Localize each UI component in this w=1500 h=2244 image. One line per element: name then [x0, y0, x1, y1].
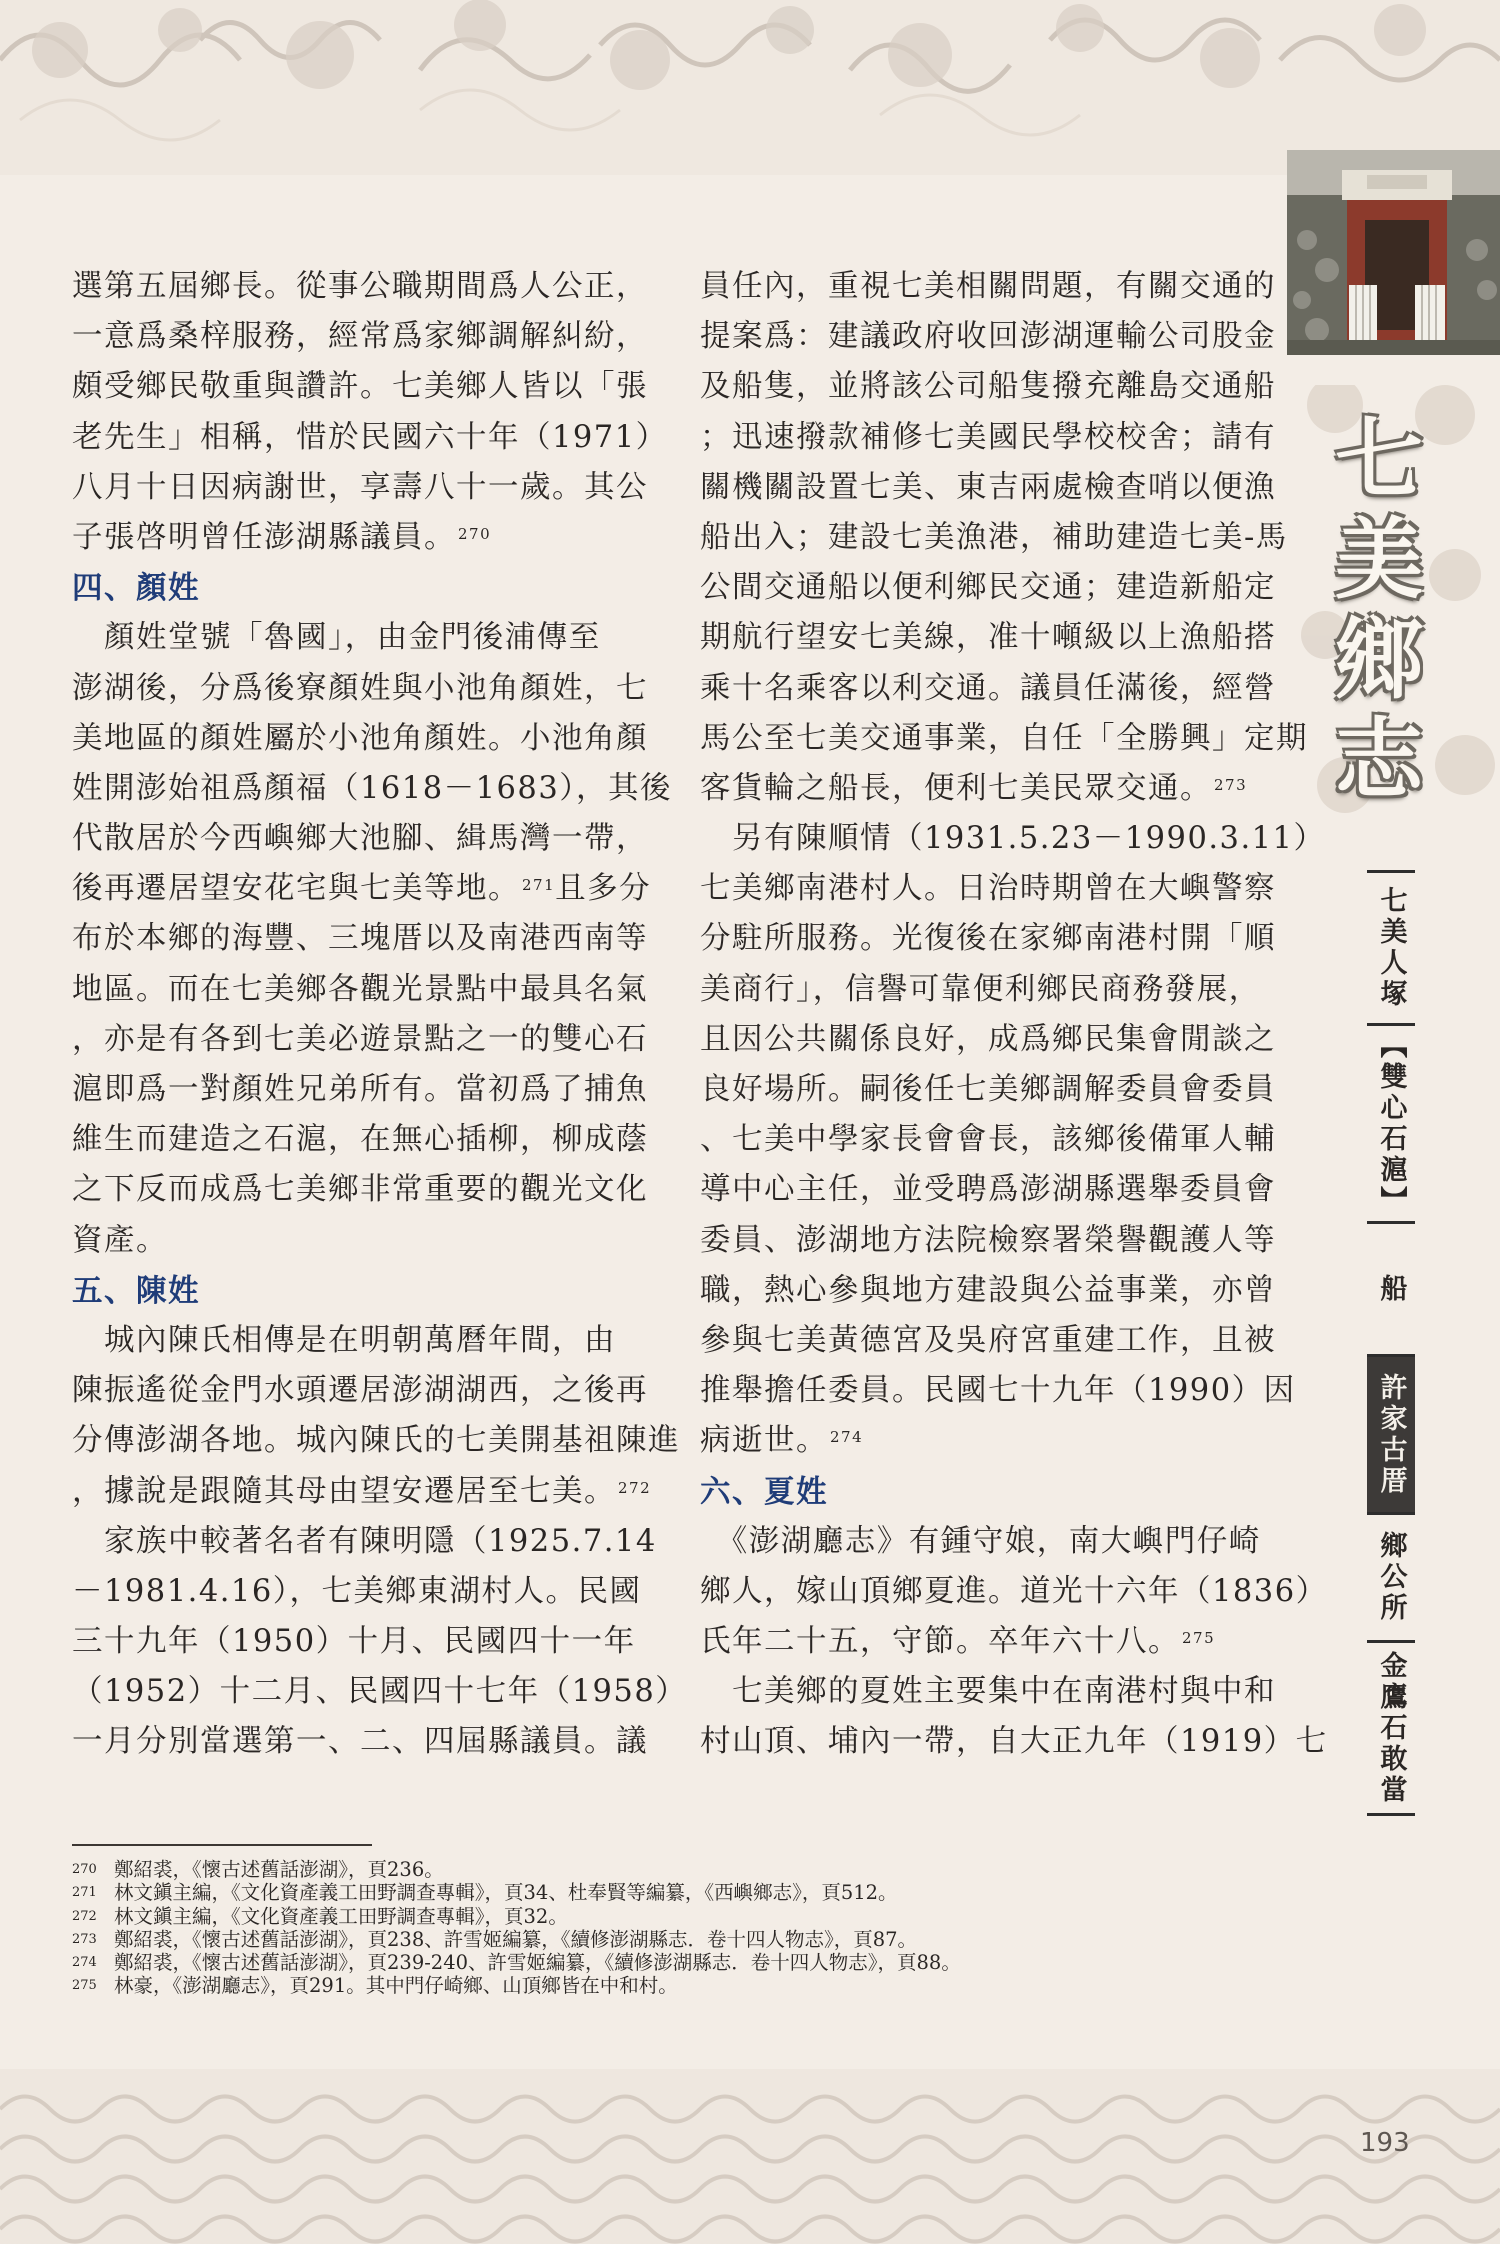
footnote	[72, 1881, 961, 1904]
text-line: 公間交通船以便利鄉民交通；建造新船定	[700, 570, 1276, 606]
footnotes	[72, 1858, 961, 1998]
chapter-tabs	[1367, 870, 1415, 1816]
footnote-text: 鄭紹裘，《懷古述舊話澎湖》，頁236。	[114, 1858, 444, 1881]
tab-xujia-guacuo[interactable]	[1367, 1354, 1415, 1512]
temple-gate-photo	[1287, 150, 1500, 355]
text-span: 子張啓明曾任澎湖縣議員。	[72, 519, 456, 555]
footnote-text: 林文鎭主編，《文化資產義工田野調查專輯》，頁32。	[114, 1904, 568, 1928]
text-line	[700, 764, 1260, 814]
text-line: 布於本鄉的海豐、三塊厝以及南港西南等	[72, 921, 648, 957]
footnote-ref: 274	[830, 1428, 864, 1447]
footnote	[72, 1858, 961, 1881]
tab-label: 許家古厝	[1375, 1372, 1407, 1497]
text-line: 村山頂、埔內一帶，自大正九年（1919）七	[700, 1724, 1328, 1760]
title-char-3: 鄉	[1335, 607, 1424, 711]
text-line: 老先生」相稱，惜於民國六十年（1971）	[72, 419, 668, 455]
text-line: 《澎湖廳志》有鍾守娘，南大嶼門仔崎	[700, 1523, 1261, 1559]
text-line: 且因公共關係良好，成爲鄉民集會閒談之	[700, 1021, 1276, 1057]
tab-label: 鄉公所	[1375, 1531, 1407, 1624]
footnote	[72, 1951, 961, 1974]
text-line: 七美鄉的夏姓主要集中在南港村與中和	[700, 1674, 1276, 1710]
text-line: 美地區的顏姓屬於小池角顏姓。小池角顏	[72, 720, 648, 756]
text-line: 顏姓堂號「魯國」，由金門後浦傳至	[72, 620, 601, 656]
title-char-4: 志	[1335, 707, 1424, 811]
text-line: 參與七美黃德宮及吳府宮重建工作，且被	[700, 1322, 1276, 1358]
text-span: ，據說是跟隨其母由望安遷居至七美。	[72, 1473, 616, 1509]
footnote-number: 271	[72, 1885, 97, 1901]
text-line: 頗受鄉民敬重與讚許。七美鄉人皆以「張	[72, 369, 648, 405]
text-line: 職，熱心參與地方建設與公益事業，亦曾	[700, 1272, 1276, 1308]
footnote-ref: 273	[1214, 775, 1248, 794]
text-line: 鄉人，嫁山頂鄉夏進。道光十六年（1836）	[700, 1573, 1328, 1609]
tab-label: 【雙心石滬】	[1375, 1030, 1407, 1217]
text-line	[700, 1416, 1260, 1466]
text-line	[72, 1467, 652, 1517]
text-line: 維生而建造之石滬，在無心插柳，柳成蔭	[72, 1122, 648, 1158]
top-cloud-border	[0, 0, 1500, 175]
text-line: 馬公至七美交通事業，自任「全勝興」定期	[700, 720, 1308, 756]
footnote-number: 270	[72, 1862, 97, 1877]
text-line: 期航行望安七美線，准十噸級以上漁船搭	[700, 620, 1276, 656]
footnote-divider	[72, 1844, 372, 1846]
text-line: 良好場所。嗣後任七美鄉調解委員會委員	[700, 1072, 1276, 1107]
footnote-text: 林豪，《澎湖廳志》，頁291。其中門仔崎鄉、山頂鄉皆在中和村。	[114, 1974, 678, 1998]
left-column	[72, 262, 688, 1768]
tab-label: 七美人塚	[1375, 886, 1407, 1010]
footnote-text: 林文鎭主編，《文化資產義工田野調查專輯》，頁34、杜奉賢等編纂，《西嶼鄉志》，頁512。	[114, 1881, 898, 1905]
text-line	[700, 1617, 1260, 1667]
tab-qimei-renzhong[interactable]	[1367, 870, 1415, 1023]
footnote-text: 鄭紹裘，《懷古述舊話澎湖》，頁239-240、許雪姬編纂，《續修澎湖縣志．卷十四人物志》，頁88。	[114, 1951, 961, 1975]
title-char-2: 美	[1335, 507, 1424, 611]
footnote	[72, 1928, 961, 1951]
text-line: 代散居於今西嶼鄉大池腳、緝馬灣一帶，	[72, 821, 648, 857]
text-line: 委員、澎湖地方法院檢察署榮譽觀護人等	[700, 1222, 1276, 1258]
text-line	[72, 513, 632, 563]
text-line: 姓開澎始祖爲顏福（1618－1683），其後	[72, 770, 672, 806]
tab-shuangxin-shihu[interactable]	[1367, 1023, 1415, 1221]
footnote-ref: 275	[1182, 1629, 1216, 1648]
bottom-wave-border	[0, 2069, 1500, 2244]
tab-chuan[interactable]	[1367, 1221, 1415, 1354]
book-title-vertical	[1300, 390, 1500, 820]
text-line: 之下反而成爲七美鄉非常重要的觀光文化	[72, 1172, 648, 1208]
footnote-number: 275	[72, 1978, 97, 1994]
right-column	[700, 262, 1328, 1768]
tab-label: 船	[1375, 1273, 1407, 1305]
text-line: 乘十名乘客以利交通。議員任滿後，經營	[700, 670, 1276, 706]
text-line: 、七美中學家長會會長，該鄉後備軍人輔	[700, 1122, 1276, 1158]
footnote-number: 274	[72, 1955, 97, 1971]
footnote-ref: 271	[522, 876, 556, 895]
text-line: －1981.4.16），七美鄉東湖村人。民國	[72, 1573, 642, 1609]
text-line: 家族中較著名者有陳明隱（1925.7.14	[72, 1523, 657, 1559]
tab-label: 金鷹石敢當	[1375, 1650, 1407, 1806]
text-line: ；迅速撥款補修七美國民學校校舍；請有	[700, 419, 1276, 455]
text-line: 一月分別當選第一、二、四屆縣議員。議	[72, 1724, 648, 1760]
text-line: 資產。	[72, 1222, 168, 1258]
text-line: 導中心主任，並受聘爲澎湖縣選舉委員會	[700, 1172, 1276, 1208]
text-line: 七美鄉南港村人。日治時期曾在大嶼警察	[700, 871, 1276, 907]
footnote	[72, 1905, 961, 1928]
section-heading-xia: 六、夏姓	[700, 1473, 828, 1510]
footnote-number: 272	[72, 1908, 97, 1924]
text-line: 美商行」，信譽可靠便利鄉民商務發展，	[700, 971, 1261, 1007]
footnote-ref: 272	[618, 1478, 652, 1497]
text-span: 客貨輪之船長，便利七美民眾交通。	[700, 770, 1212, 806]
text-line: 提案爲：建議政府收回澎湖運輸公司股金	[700, 319, 1276, 355]
tab-xiang-gongsuo[interactable]	[1367, 1512, 1415, 1640]
text-line: 員任內，重視七美相關問題，有關交通的	[700, 269, 1276, 304]
footnote	[72, 1974, 961, 1997]
text-span: 病逝世。	[700, 1423, 828, 1459]
text-line: 地區。而在七美鄉各觀光景點中最具名氣	[72, 971, 648, 1007]
text-line: 城內陳氏相傳是在明朝萬曆年間，由	[72, 1322, 616, 1358]
text-span: 後再遷居望安花宅與七美等地。	[72, 871, 520, 907]
page-number: 193	[1360, 2128, 1410, 2158]
text-span: 氏年二十五，守節。卒年六十八。	[700, 1624, 1180, 1660]
footnote-text: 鄭紹裘，《懷古述舊話澎湖》，頁238、許雪姬編纂，《續修澎湖縣志．卷十四人物志》，頁87。	[114, 1927, 918, 1951]
text-line: 三十九年（1950）十月、民國四十一年	[72, 1624, 636, 1660]
text-line: 選第五屆鄉長。從事公職期間爲人公正，	[72, 269, 648, 304]
text-line: 船出入；建設七美漁港，補助建造七美-馬	[700, 519, 1288, 555]
text-line: 澎湖後，分爲後寮顏姓與小池角顏姓，七	[72, 670, 648, 706]
title-char-1: 七	[1335, 407, 1424, 511]
text-line: 另有陳順情（1931.5.23－1990.3.11）	[700, 821, 1326, 857]
text-line: （1952）十二月、民國四十七年（1958）	[72, 1674, 688, 1710]
text-line: 八月十日因病謝世，享壽八十一歲。其公	[72, 469, 648, 505]
text-line	[72, 864, 652, 914]
tab-jinying-shigandang[interactable]	[1367, 1640, 1415, 1816]
footnote-ref: 270	[458, 524, 492, 543]
text-line: 分駐所服務。光復後在家鄉南港村開「順	[700, 921, 1276, 957]
text-line: ，亦是有各到七美必遊景點之一的雙心石	[72, 1021, 648, 1057]
text-span: 且多分	[555, 871, 652, 907]
text-line: 分傳澎湖各地。城內陳氏的七美開基祖陳進	[72, 1423, 680, 1459]
section-heading-yan: 四、顏姓	[72, 570, 200, 607]
text-line: 一意爲桑梓服務，經常爲家鄉調解糾紛，	[72, 319, 648, 355]
section-heading-chen: 五、陳姓	[72, 1272, 200, 1309]
text-line: 陳振遙從金門水頭遷居澎湖湖西，之後再	[72, 1373, 648, 1409]
text-line: 推舉擔任委員。民國七十九年（1990）因	[700, 1373, 1296, 1409]
footnote-number: 273	[72, 1931, 97, 1947]
text-line: 及船隻，並將該公司船隻撥充離島交通船	[700, 369, 1276, 405]
text-line: 滬即爲一對顏姓兄弟所有。當初爲了捕魚	[72, 1072, 648, 1107]
text-line: 關機關設置七美、東吉兩處檢查哨以便漁	[700, 469, 1276, 505]
